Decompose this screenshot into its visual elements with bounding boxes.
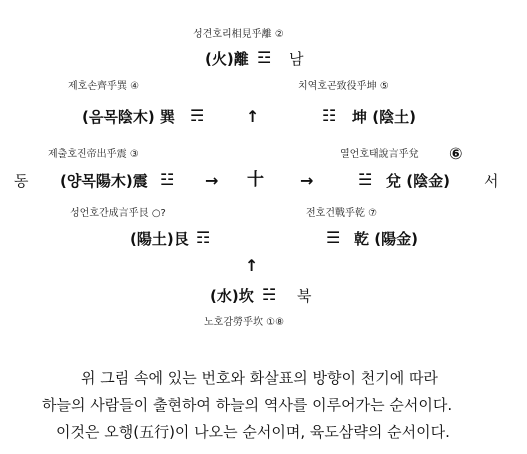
northeast-name: (陽土)艮 — [130, 230, 189, 248]
west-note: 열언호태說言乎兌 — [340, 149, 419, 160]
south-note: 성견호리相見乎離 ② — [193, 29, 284, 40]
up-arrow-icon: ↑ — [246, 107, 260, 126]
right-arrow-icon: → — [205, 171, 219, 190]
southeast-note: 제호손齊乎巽 ④ — [68, 81, 140, 92]
east-trigram-icon: ☳ — [160, 170, 174, 189]
west-name: 兌 (陰金) — [386, 172, 450, 190]
west-note-number: ⑥ — [449, 144, 463, 163]
south-name: (火)離 — [205, 50, 249, 68]
southeast-name: (음목陰木) 巽 — [82, 108, 175, 126]
north-trigram-icon: ☵ — [262, 285, 276, 304]
north-note: 노호감勞乎坎 ①⑧ — [204, 317, 285, 328]
caption-line-1: 위 그림 속에 있는 번호와 화살표의 방향이 천기에 따라 — [81, 369, 438, 387]
southwest-note: 치역호곤致役乎坤 ⑤ — [298, 81, 389, 92]
south-trigram-icon: ☲ — [257, 48, 271, 67]
east-direction: 동 — [14, 172, 29, 190]
northwest-name: 乾 (陽金) — [354, 230, 418, 248]
south-direction: 남 — [289, 50, 304, 68]
northeast-trigram-icon: ☶ — [196, 228, 210, 247]
right-arrow-icon: → — [300, 171, 314, 190]
northeast-note: 성언호간成言乎艮 ○? — [70, 208, 166, 219]
east-name: (양목陽木)震 — [60, 172, 148, 190]
west-direction: 서 — [484, 172, 499, 190]
north-direction: 북 — [297, 287, 312, 305]
southwest-trigram-icon: ☷ — [322, 106, 336, 125]
northwest-note: 전호건戰乎乾 ⑦ — [306, 208, 378, 219]
southwest-name: 坤 (陰土) — [352, 108, 416, 126]
southeast-trigram-icon: ☴ — [190, 106, 204, 125]
northwest-trigram-icon: ☰ — [326, 228, 340, 247]
north-name: (水)坎 — [210, 287, 254, 305]
caption-line-3: 이것은 오행(五行)이 나오는 순서이며, 육도삼략의 순서이다. — [56, 423, 450, 441]
east-note: 제출호진帝出乎震 ③ — [48, 149, 139, 160]
up-arrow-icon: ↑ — [245, 256, 259, 275]
caption-line-2: 하늘의 사람들이 출현하여 하늘의 역사를 이루어가는 순서이다. — [42, 396, 453, 414]
west-trigram-icon: ☱ — [358, 170, 372, 189]
center-symbol: 十 — [247, 170, 264, 190]
